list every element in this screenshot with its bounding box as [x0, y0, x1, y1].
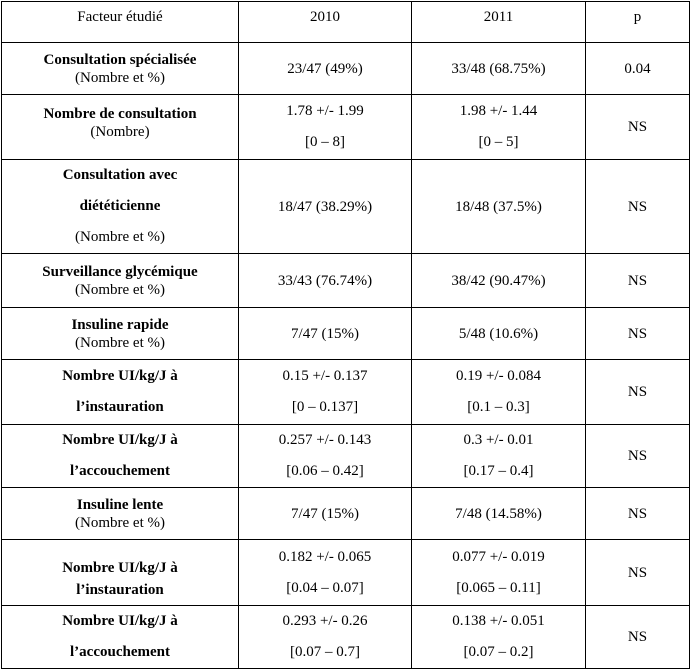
value-text: 33/43 (76.74%)	[277, 272, 373, 289]
factor-cell	[2, 254, 239, 308]
results-table	[1, 1, 690, 669]
factor-cell	[2, 425, 239, 488]
table-row	[2, 95, 690, 160]
p-value: NS	[586, 540, 690, 606]
value-text: 38/42 (90.47%)	[451, 272, 546, 289]
value-range: [0.06 – 0.42]	[286, 463, 364, 479]
factor-label: Surveillance glycémique	[42, 263, 198, 280]
value-2010	[239, 43, 412, 95]
table-row	[2, 606, 690, 669]
value-mean: 0.293 +/- 0.26	[282, 613, 368, 629]
table-row	[2, 308, 690, 360]
factor-label-2: diététicienne	[79, 198, 161, 214]
value-mean: 0.3 +/- 0.01	[463, 432, 534, 448]
value-2011	[412, 160, 586, 254]
value-2010	[239, 95, 412, 160]
factor-label-2: l’accouchement	[70, 644, 170, 660]
p-value: NS	[586, 606, 690, 669]
factor-cell	[2, 606, 239, 669]
value-2011	[412, 425, 586, 488]
factor-label: Nombre UI/kg/J à	[62, 560, 178, 576]
value-mean: 0.182 +/- 0.065	[278, 548, 372, 565]
value-range: [0 – 0.137]	[291, 399, 359, 415]
factor-sub: (Nombre et %)	[75, 281, 165, 298]
header-p: p	[586, 2, 690, 43]
factor-label-2: l’instauration	[76, 399, 164, 415]
factor-sub: (Nombre et %)	[75, 229, 165, 245]
value-2011	[412, 488, 586, 540]
p-value: NS	[586, 308, 690, 360]
table-row	[2, 425, 690, 488]
value-2010	[239, 308, 412, 360]
value-range: [0 – 8]	[305, 134, 345, 150]
p-value: NS	[586, 488, 690, 540]
factor-sub: (Nombre)	[90, 124, 150, 140]
value-mean: 1.78 +/- 1.99	[286, 103, 364, 119]
value-text: 5/48 (10.6%)	[458, 325, 539, 342]
value-mean: 0.138 +/- 0.051	[452, 613, 545, 629]
value-text: 7/47 (15%)	[291, 505, 359, 522]
table-row	[2, 43, 690, 95]
factor-label: Nombre de consultation	[43, 106, 197, 122]
header-2010: 2010	[239, 2, 412, 43]
table-row	[2, 254, 690, 308]
factor-label: Insuline lente	[76, 496, 164, 513]
value-mean: 0.257 +/- 0.143	[278, 432, 372, 448]
factor-label: Insuline rapide	[71, 316, 169, 333]
value-2011	[412, 254, 586, 308]
value-mean: 0.077 +/- 0.019	[452, 548, 545, 565]
factor-cell	[2, 43, 239, 95]
value-range: [0.1 – 0.3]	[467, 399, 530, 415]
factor-cell	[2, 95, 239, 160]
factor-sub: (Nombre et %)	[75, 334, 165, 351]
value-2010	[239, 540, 412, 606]
value-mean: 1.98 +/- 1.44	[459, 103, 538, 119]
value-2010	[239, 425, 412, 488]
header-factor: Facteur étudié	[2, 2, 239, 43]
value-range: [0.07 – 0.2]	[463, 644, 534, 660]
value-range: [0 – 5]	[478, 134, 519, 150]
p-value: NS	[586, 160, 690, 254]
value-range: [0.065 – 0.11]	[456, 579, 541, 596]
value-2010	[239, 360, 412, 425]
value-text: 33/48 (68.75%)	[451, 60, 546, 77]
factor-label-2: l’instauration	[76, 582, 164, 598]
value-2011	[412, 360, 586, 425]
factor-label: Consultation avec	[62, 167, 178, 183]
factor-label: Nombre UI/kg/J à	[62, 432, 178, 448]
value-text: 18/48 (37.5%)	[455, 198, 542, 215]
table-row	[2, 160, 690, 254]
value-2010	[239, 160, 412, 254]
factor-label: Nombre UI/kg/J à	[62, 613, 178, 629]
p-value: NS	[586, 425, 690, 488]
value-range: [0.17 – 0.4]	[463, 463, 534, 479]
factor-cell	[2, 540, 239, 606]
factor-label: Nombre UI/kg/J à	[62, 368, 178, 384]
value-range: [0.07 – 0.7]	[290, 644, 360, 660]
p-value: NS	[586, 254, 690, 308]
factor-cell	[2, 308, 239, 360]
factor-label: Consultation spécialisée	[43, 51, 197, 68]
value-2011	[412, 606, 586, 669]
header-2011: 2011	[412, 2, 586, 43]
table-header-row	[2, 2, 690, 43]
value-text: 7/48 (14.58%)	[455, 505, 542, 522]
p-value: 0.04	[586, 43, 690, 95]
value-mean: 0.15 +/- 0.137	[282, 368, 368, 384]
factor-cell	[2, 160, 239, 254]
factor-sub: (Nombre et %)	[75, 514, 165, 531]
value-mean: 0.19 +/- 0.084	[455, 368, 542, 384]
table-row	[2, 540, 690, 606]
value-range: [0.04 – 0.07]	[286, 579, 364, 596]
table-row	[2, 360, 690, 425]
value-2011	[412, 308, 586, 360]
value-text: 23/47 (49%)	[287, 60, 363, 77]
value-2010	[239, 606, 412, 669]
value-2011	[412, 540, 586, 606]
factor-sub: (Nombre et %)	[75, 69, 165, 86]
value-2010	[239, 254, 412, 308]
factor-cell	[2, 360, 239, 425]
value-2010	[239, 488, 412, 540]
p-value: NS	[586, 95, 690, 160]
value-2011	[412, 43, 586, 95]
value-text: 18/47 (38.29%)	[277, 198, 373, 215]
table-row	[2, 488, 690, 540]
factor-label-2: l’accouchement	[70, 463, 170, 479]
factor-cell	[2, 488, 239, 540]
value-2011	[412, 95, 586, 160]
p-value: NS	[586, 360, 690, 425]
value-text: 7/47 (15%)	[291, 325, 359, 342]
